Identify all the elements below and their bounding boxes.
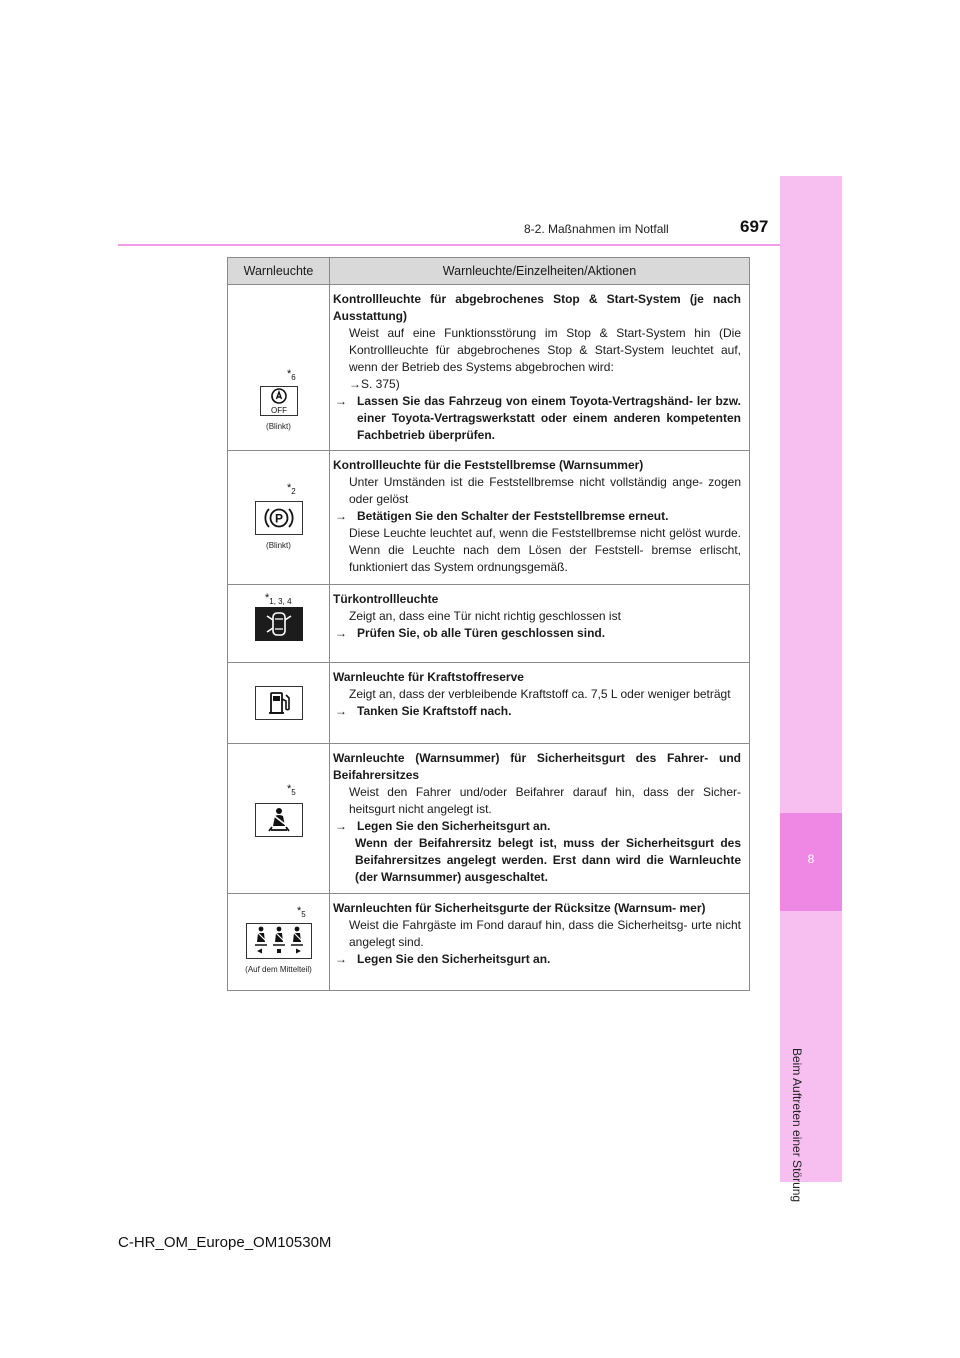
details-cell: [330, 894, 750, 991]
row-title: Kontrollleuchte für die Feststellbremse (Warnsummer): [333, 458, 644, 472]
door-open-icon: [255, 607, 303, 641]
action-line: → Tanken Sie Kraftstoff nach.: [335, 704, 512, 718]
icon-caption: (Blinkt): [266, 541, 291, 550]
row-title: Warnleuchte für Kraftstoffreserve: [333, 670, 524, 684]
row-body: Unter Umständen ist die Feststellbremse nicht vollständig ange- zogen oder gelöst: [349, 475, 741, 506]
icon-caption: (Blinkt): [266, 422, 291, 431]
row-title: Kontrollleuchte für abgebrochenes Stop & Start-System (je nach Ausstattung): [333, 292, 741, 323]
page-number: 697: [740, 217, 769, 236]
icon-cell: [228, 285, 330, 451]
table-row: [228, 585, 750, 663]
section-title: 8-2. Maßnahmen im Notfall: [524, 222, 669, 236]
footnote-marker: $*_6$: [287, 368, 296, 382]
action-line: → Betätigen Sie den Schalter der Feststellbremse erneut.: [335, 509, 669, 523]
action-line: → Prüfen Sie, ob alle Türen geschlossen sind.: [335, 626, 606, 640]
table-row: [228, 894, 750, 991]
icon-cell: [228, 585, 330, 663]
rear-seatbelts-icon: [246, 923, 312, 959]
column-header-details: Warnleuchte/Einzelheiten/Aktionen: [330, 258, 750, 285]
fuel-pump-icon: [255, 686, 303, 720]
page-reference[interactable]: →S. 375): [349, 377, 400, 391]
chapter-title: Beim Auftreten einer Störung: [790, 1048, 804, 1203]
chapter-number: 8: [807, 852, 815, 866]
row-body: Weist die Fahrgäste im Fond darauf hin, dass die Sicherheitsg- urte nicht angelegt sind.: [349, 918, 741, 949]
icon-caption: (Auf dem Mittelteil): [245, 965, 312, 974]
icon-cell: [228, 744, 330, 894]
action-line: → Lassen Sie das Fahrzeug von einem Toyota-Vertragshänd- ler bzw. einer Toyota-Vertragswerkstatt oder einem anderen kompetenten Fachbetrieb überprüfen.: [335, 394, 741, 442]
table-row: [228, 744, 750, 894]
table-row: [228, 663, 750, 744]
footnote-marker: $*_2$: [287, 482, 296, 496]
table-row: [228, 285, 750, 451]
column-header-warnleuchte: Warnleuchte: [228, 258, 330, 285]
row-body: Weist auf eine Funktionsstörung im Stop & Start-System hin (Die Kontrollleuchte für abgebrochenes Stop & Start-System leuchtet auf, wenn der Betrieb des Systems abgebrochen wird:: [349, 326, 741, 374]
chapter-side-tab: [780, 176, 842, 1182]
parking-brake-icon: [255, 501, 303, 535]
footnote-marker: $*_5$: [287, 783, 296, 797]
row-title: Türkontrollleuchte: [333, 592, 439, 606]
row-body: Zeigt an, dass der verbleibende Kraftstoff ca. 7,5 L oder weniger beträgt: [349, 687, 731, 701]
seatbelt-icon: [255, 803, 303, 837]
details-cell: [330, 285, 750, 451]
action-line: → Legen Sie den Sicherheitsgurt an.: [335, 952, 551, 966]
icon-cell: [228, 894, 330, 991]
action-note: Wenn der Beifahrersitz belegt ist, muss der Sicherheitsgurt des Beifahrersitzes angelegt werden. Erst dann wird die Warnleuchte (der Warnsummer) ausgeschaltet.: [355, 836, 741, 884]
svg-text:OFF: OFF: [270, 406, 287, 415]
row-body: Weist den Fahrer und/oder Beifahrer darauf hin, dass der Sicher- heitsgurt nicht angelegt ist.: [349, 785, 741, 816]
details-cell: [330, 585, 750, 663]
footnote-marker: $*_{1, 3, 4}$: [265, 592, 292, 606]
warning-light-table: [227, 257, 750, 991]
icon-cell: [228, 663, 330, 744]
row-title: Warnleuchte (Warnsummer) für Sicherheitsgurt des Fahrer- und Beifahrersitzes: [333, 751, 741, 782]
table-header-row: [228, 258, 750, 285]
row-body: Zeigt an, dass eine Tür nicht richtig geschlossen ist: [349, 609, 621, 623]
document-footer: C-HR_OM_Europe_OM10530M: [118, 1234, 332, 1251]
footnote-marker: $*_5$: [297, 905, 306, 919]
table-row: [228, 451, 750, 585]
row-title: Warnleuchten für Sicherheitsgurte der Rücksitze (Warnsum- mer): [333, 901, 706, 915]
action-line: → Legen Sie den Sicherheitsgurt an.: [335, 819, 551, 833]
row-extra-info: Diese Leuchte leuchtet auf, wenn die Feststellbremse nicht gelöst wurde. Wenn die Leuchte nach dem Lösen der Feststell- bremse erlischt, funktioniert das System ordnungsgemäß.: [349, 526, 741, 574]
details-cell: [330, 744, 750, 894]
icon-cell: [228, 451, 330, 585]
svg-text:P: P: [274, 511, 283, 526]
header-divider: [118, 244, 780, 246]
details-cell: [330, 663, 750, 744]
stop-start-off-icon: [260, 386, 298, 416]
details-cell: [330, 451, 750, 585]
